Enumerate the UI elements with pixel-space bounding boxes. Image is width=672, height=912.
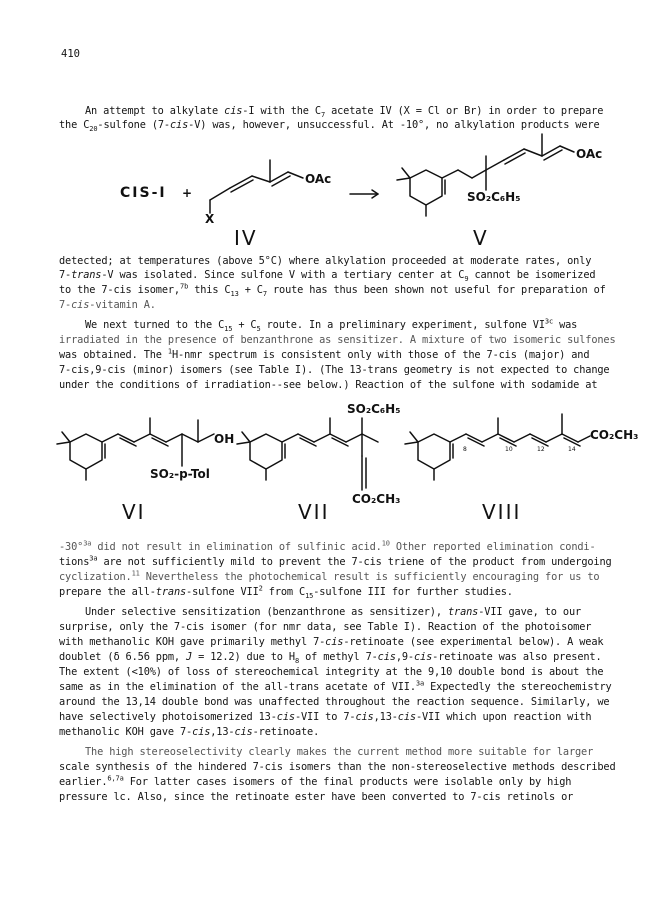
- text-line: prepare the all-trans-sulfone VII$^2$ from $C_{15}$-sulfone III for further studies.: [59, 584, 513, 601]
- oac-label-product: OAc: [576, 147, 603, 161]
- text-line: with methanolic KOH gave primarily methyl 7-cis-retinoate (see experimental below). A weak: [59, 636, 604, 648]
- x-substituent-label: X: [205, 212, 215, 226]
- text-line: earlier.$^{6,7a}$ For latter cases isomers of the final products were isolable only by high: [59, 774, 572, 788]
- text-line: We next turned to the $C_{15} + C_5$ route. In a preliminary experiment, sulfone $VI^{3c}$ was: [85, 317, 578, 334]
- text-line: Under selective sensitization (benzanthrone as sensitizer), trans-VII gave, to our: [85, 606, 582, 618]
- text-line: 7-cis-vitamin A.: [59, 299, 156, 311]
- text-line: 7-cis,9-cis (minor) isomers (see Table I). (The 13-trans geometry is not expected to change: [59, 364, 610, 376]
- phenylsulfonyl-label: SO₂C₆H₅: [347, 402, 401, 416]
- text-line: scale synthesis of the hindered 7-cis isomers than the non-stereoselective methods described: [59, 761, 616, 773]
- text-line: cyclization.$^{11}$ Nevertheless the photochemical result is sufficiently encouraging for us to: [59, 569, 600, 583]
- plus-sign: +: [182, 186, 193, 200]
- tosyl-label: SO₂-p-Tol: [150, 467, 210, 481]
- text-line: surprise, only the 7-cis isomer (for nmr data, see Table I). Reaction of the photoisomer: [59, 621, 592, 633]
- text-line: irradiated in the presence of benzanthrone as sensitizer. A mixture of two isomeric sulfones: [59, 334, 616, 346]
- text-line: The extent (<10%) of loss of stereochemical integrity at the 9,10 double bond is about the: [59, 666, 604, 678]
- text-line: The high stereoselectivity clearly makes the current method more suitable for larger: [85, 746, 594, 758]
- text-line: detected; at temperatures (above 5°C) where alkylation proceeded at moderate rates, only: [59, 255, 592, 267]
- text-line: was obtained. The $^1$H-nmr spectrum is consistent only with those of the 7-cis (major) and: [59, 347, 590, 361]
- compound-viii-label: VIII: [482, 500, 522, 524]
- carbon-number: 10: [505, 446, 513, 453]
- text-line: doublet (δ 6.56 ppm, J = 12.2) due to $H_8$ of methyl 7-cis,9-cis-retinoate was also present.: [59, 651, 602, 666]
- text-line: methanolic KOH gave 7-cis,13-cis-retinoate.: [59, 726, 320, 738]
- compound-vii-label: VII: [298, 500, 330, 524]
- text-line: 7-trans-V was isolated. Since sulfone V with a tertiary center at $C_9$ cannot be isomerized: [59, 269, 596, 284]
- cis-i-label: CIS-I: [120, 185, 167, 201]
- carbon-number: 14: [568, 446, 576, 453]
- compound-vi-label: VI: [122, 500, 146, 524]
- ester-label-viii: CO₂CH₃: [590, 428, 639, 442]
- text-line: same as in the elimination of the all-trans acetate of VII.$^{3a}$ Expectedly the stereochemistry: [59, 679, 612, 693]
- text-line: pressure lc. Also, since the retinoate ester have been converted to 7-cis retinols or: [59, 791, 574, 803]
- text-line: around the 13,14 double bond was unaffected throughout the reaction sequence. Similarly, we: [59, 696, 610, 708]
- text-line: under the conditions of irradiation--see below.) Reaction of the sulfone with sodamide at: [59, 379, 598, 391]
- compound-iv-label: IV: [234, 226, 258, 250]
- text-line: An attempt to alkylate cis-I with the $C_7$ acetate IV (X = Cl or Br) in order to prepare: [85, 105, 604, 120]
- text-line: tions$^{3a}$ are not sufficiently mild to prevent the 7-cis triene of the product from undergoing: [59, 554, 612, 568]
- text-line: -30°$^{3a}$ did not result in elimination of sulfinic acid.$^{10}$ Other reported elimination condi-: [59, 539, 596, 553]
- sulfonyl-label: SO₂C₆H₅: [467, 190, 521, 204]
- compound-v-label: V: [473, 226, 489, 250]
- text-line: to the 7-cis isomer,$^{7b}$ this $C_{13} + C_7$ route has thus been shown not useful for preparation of: [59, 282, 606, 299]
- oac-label: OAc: [305, 172, 332, 186]
- ester-label-vii: CO₂CH₃: [352, 492, 401, 506]
- text-line: the $C_{20}$-sulfone (7-cis-V) was, however, unsuccessful. At -10°, no alkylation products were: [59, 119, 600, 134]
- carbon-number: 8: [463, 446, 467, 453]
- hydroxyl-label: OH: [214, 432, 235, 446]
- text-line: have selectively photoisomerized 13-cis-VII to 7-cis,13-cis-VII which upon reaction with: [59, 711, 592, 723]
- carbon-number: 12: [537, 446, 545, 453]
- page-number: 410: [61, 48, 80, 60]
